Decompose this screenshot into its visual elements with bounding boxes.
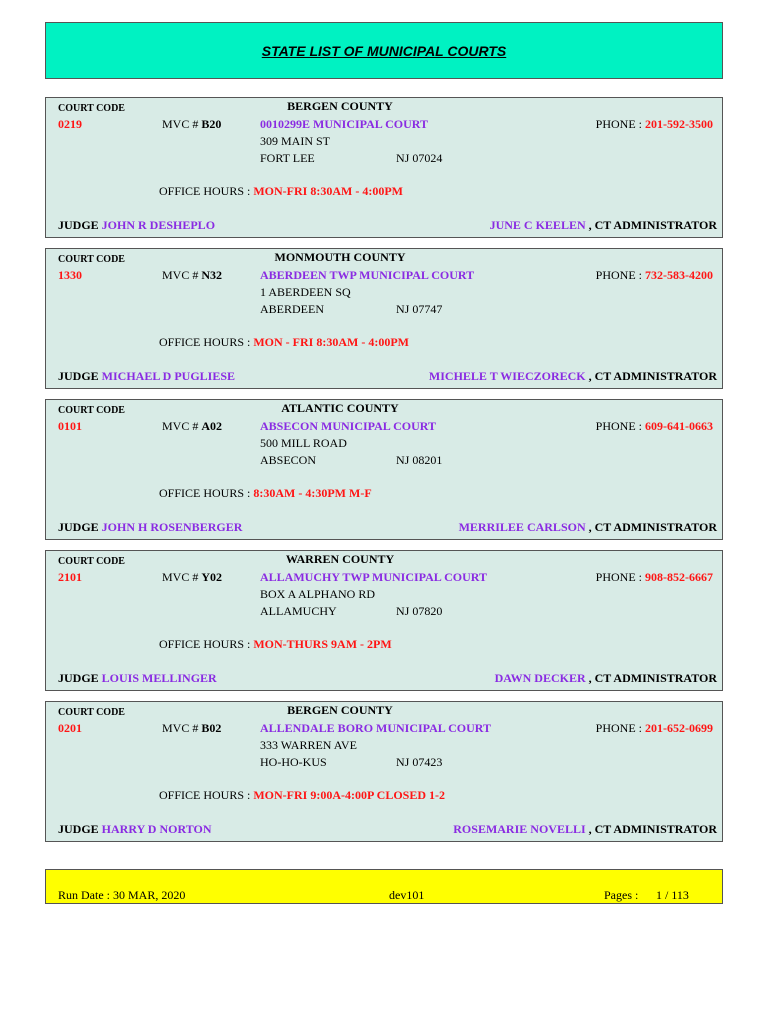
office-hours: OFFICE HOURS : MON-FRI 8:30AM - 4:00PM [159, 184, 403, 198]
court-code: 0101 [58, 419, 82, 433]
court-code-label: COURT CODE [58, 103, 125, 114]
report-footer [45, 869, 723, 904]
judge-name: JUDGE HARRY D NORTON [58, 822, 212, 836]
phone-number: PHONE : 201-652-0699 [595, 721, 713, 735]
state-zip: NJ 07747 [396, 302, 443, 316]
mvc-number: MVC # B02 [162, 721, 222, 735]
court-name: ALLAMUCHY TWP MUNICIPAL COURT [260, 570, 488, 584]
court-name: ABERDEEN TWP MUNICIPAL COURT [260, 268, 475, 282]
judge-name: JUDGE JOHN H ROSENBERGER [58, 520, 243, 534]
pages-label: Pages : [604, 888, 639, 902]
street-address: 333 WARREN AVE [260, 738, 357, 752]
phone-number: PHONE : 609-641-0663 [595, 419, 713, 433]
court-administrator: ROSEMARIE NOVELLI , CT ADMINISTRATOR [453, 822, 717, 836]
mvc-number: MVC # B20 [162, 117, 222, 131]
page-count: 1 / 113 [656, 888, 689, 902]
program-id: dev101 [389, 888, 425, 902]
mvc-number: MVC # A02 [162, 419, 223, 433]
mvc-number: MVC # N32 [162, 268, 223, 282]
court-code-label: COURT CODE [58, 405, 125, 416]
state-zip: NJ 07820 [396, 604, 443, 618]
office-hours: OFFICE HOURS : MON-FRI 9:00A-4:00P CLOSED 1-2 [159, 788, 446, 802]
street-address: 1 ABERDEEN SQ [260, 285, 351, 299]
office-hours: OFFICE HOURS : MON - FRI 8:30AM - 4:00PM [159, 335, 409, 349]
report-header [45, 22, 723, 79]
state-zip: NJ 07024 [396, 151, 443, 165]
mvc-number: MVC # Y02 [162, 570, 223, 584]
office-hours: OFFICE HOURS : MON-THURS 9AM - 2PM [159, 637, 392, 651]
court-name: ABSECON MUNICIPAL COURT [260, 419, 437, 433]
city: ALLAMUCHY [260, 604, 337, 618]
county-name: BERGEN COUNTY [287, 99, 393, 113]
court-record [45, 701, 723, 842]
city: ABSECON [260, 453, 317, 467]
court-code: 2101 [58, 570, 82, 584]
court-record [45, 550, 723, 691]
court-administrator: JUNE C KEELEN , CT ADMINISTRATOR [489, 218, 717, 232]
judge-name: JUDGE LOUIS MELLINGER [58, 671, 217, 685]
report-title: STATE LIST OF MUNICIPAL COURTS [261, 43, 507, 59]
court-record [45, 399, 723, 540]
phone-number: PHONE : 732-583-4200 [595, 268, 713, 282]
run-date: Run Date : 30 MAR, 2020 [58, 888, 186, 902]
county-name: BERGEN COUNTY [287, 703, 393, 717]
county-name: WARREN COUNTY [285, 552, 395, 566]
county-name: ATLANTIC COUNTY [281, 401, 399, 415]
court-code: 0219 [58, 117, 82, 131]
office-hours: OFFICE HOURS : 8:30AM - 4:30PM M-F [159, 486, 372, 500]
court-record [45, 248, 723, 389]
phone-number: PHONE : 908-852-6667 [595, 570, 713, 584]
court-administrator: DAWN DECKER , CT ADMINISTRATOR [494, 671, 717, 685]
state-zip: NJ 08201 [396, 453, 443, 467]
county-name: MONMOUTH COUNTY [274, 250, 406, 264]
court-name: ALLENDALE BORO MUNICIPAL COURT [260, 721, 492, 735]
court-code-label: COURT CODE [58, 556, 125, 567]
judge-name: JUDGE MICHAEL D PUGLIESE [58, 369, 236, 383]
court-code-label: COURT CODE [58, 707, 125, 718]
court-code: 1330 [58, 268, 82, 282]
state-zip: NJ 07423 [396, 755, 443, 769]
judge-name: JUDGE JOHN R DESHEPLO [58, 218, 216, 232]
court-record [45, 97, 723, 238]
street-address: 500 MILL ROAD [260, 436, 347, 450]
court-code: 0201 [58, 721, 82, 735]
city: HO-HO-KUS [260, 755, 327, 769]
street-address: BOX A ALPHANO RD [260, 587, 376, 601]
court-administrator: MERRILEE CARLSON , CT ADMINISTRATOR [458, 520, 717, 534]
city: FORT LEE [260, 151, 315, 165]
court-code-label: COURT CODE [58, 254, 125, 265]
street-address: 309 MAIN ST [260, 134, 331, 148]
phone-number: PHONE : 201-592-3500 [595, 117, 713, 131]
court-administrator: MICHELE T WIECZORECK , CT ADMINISTRATOR [428, 369, 717, 383]
court-name: 0010299E MUNICIPAL COURT [260, 117, 429, 131]
city: ABERDEEN [260, 302, 324, 316]
